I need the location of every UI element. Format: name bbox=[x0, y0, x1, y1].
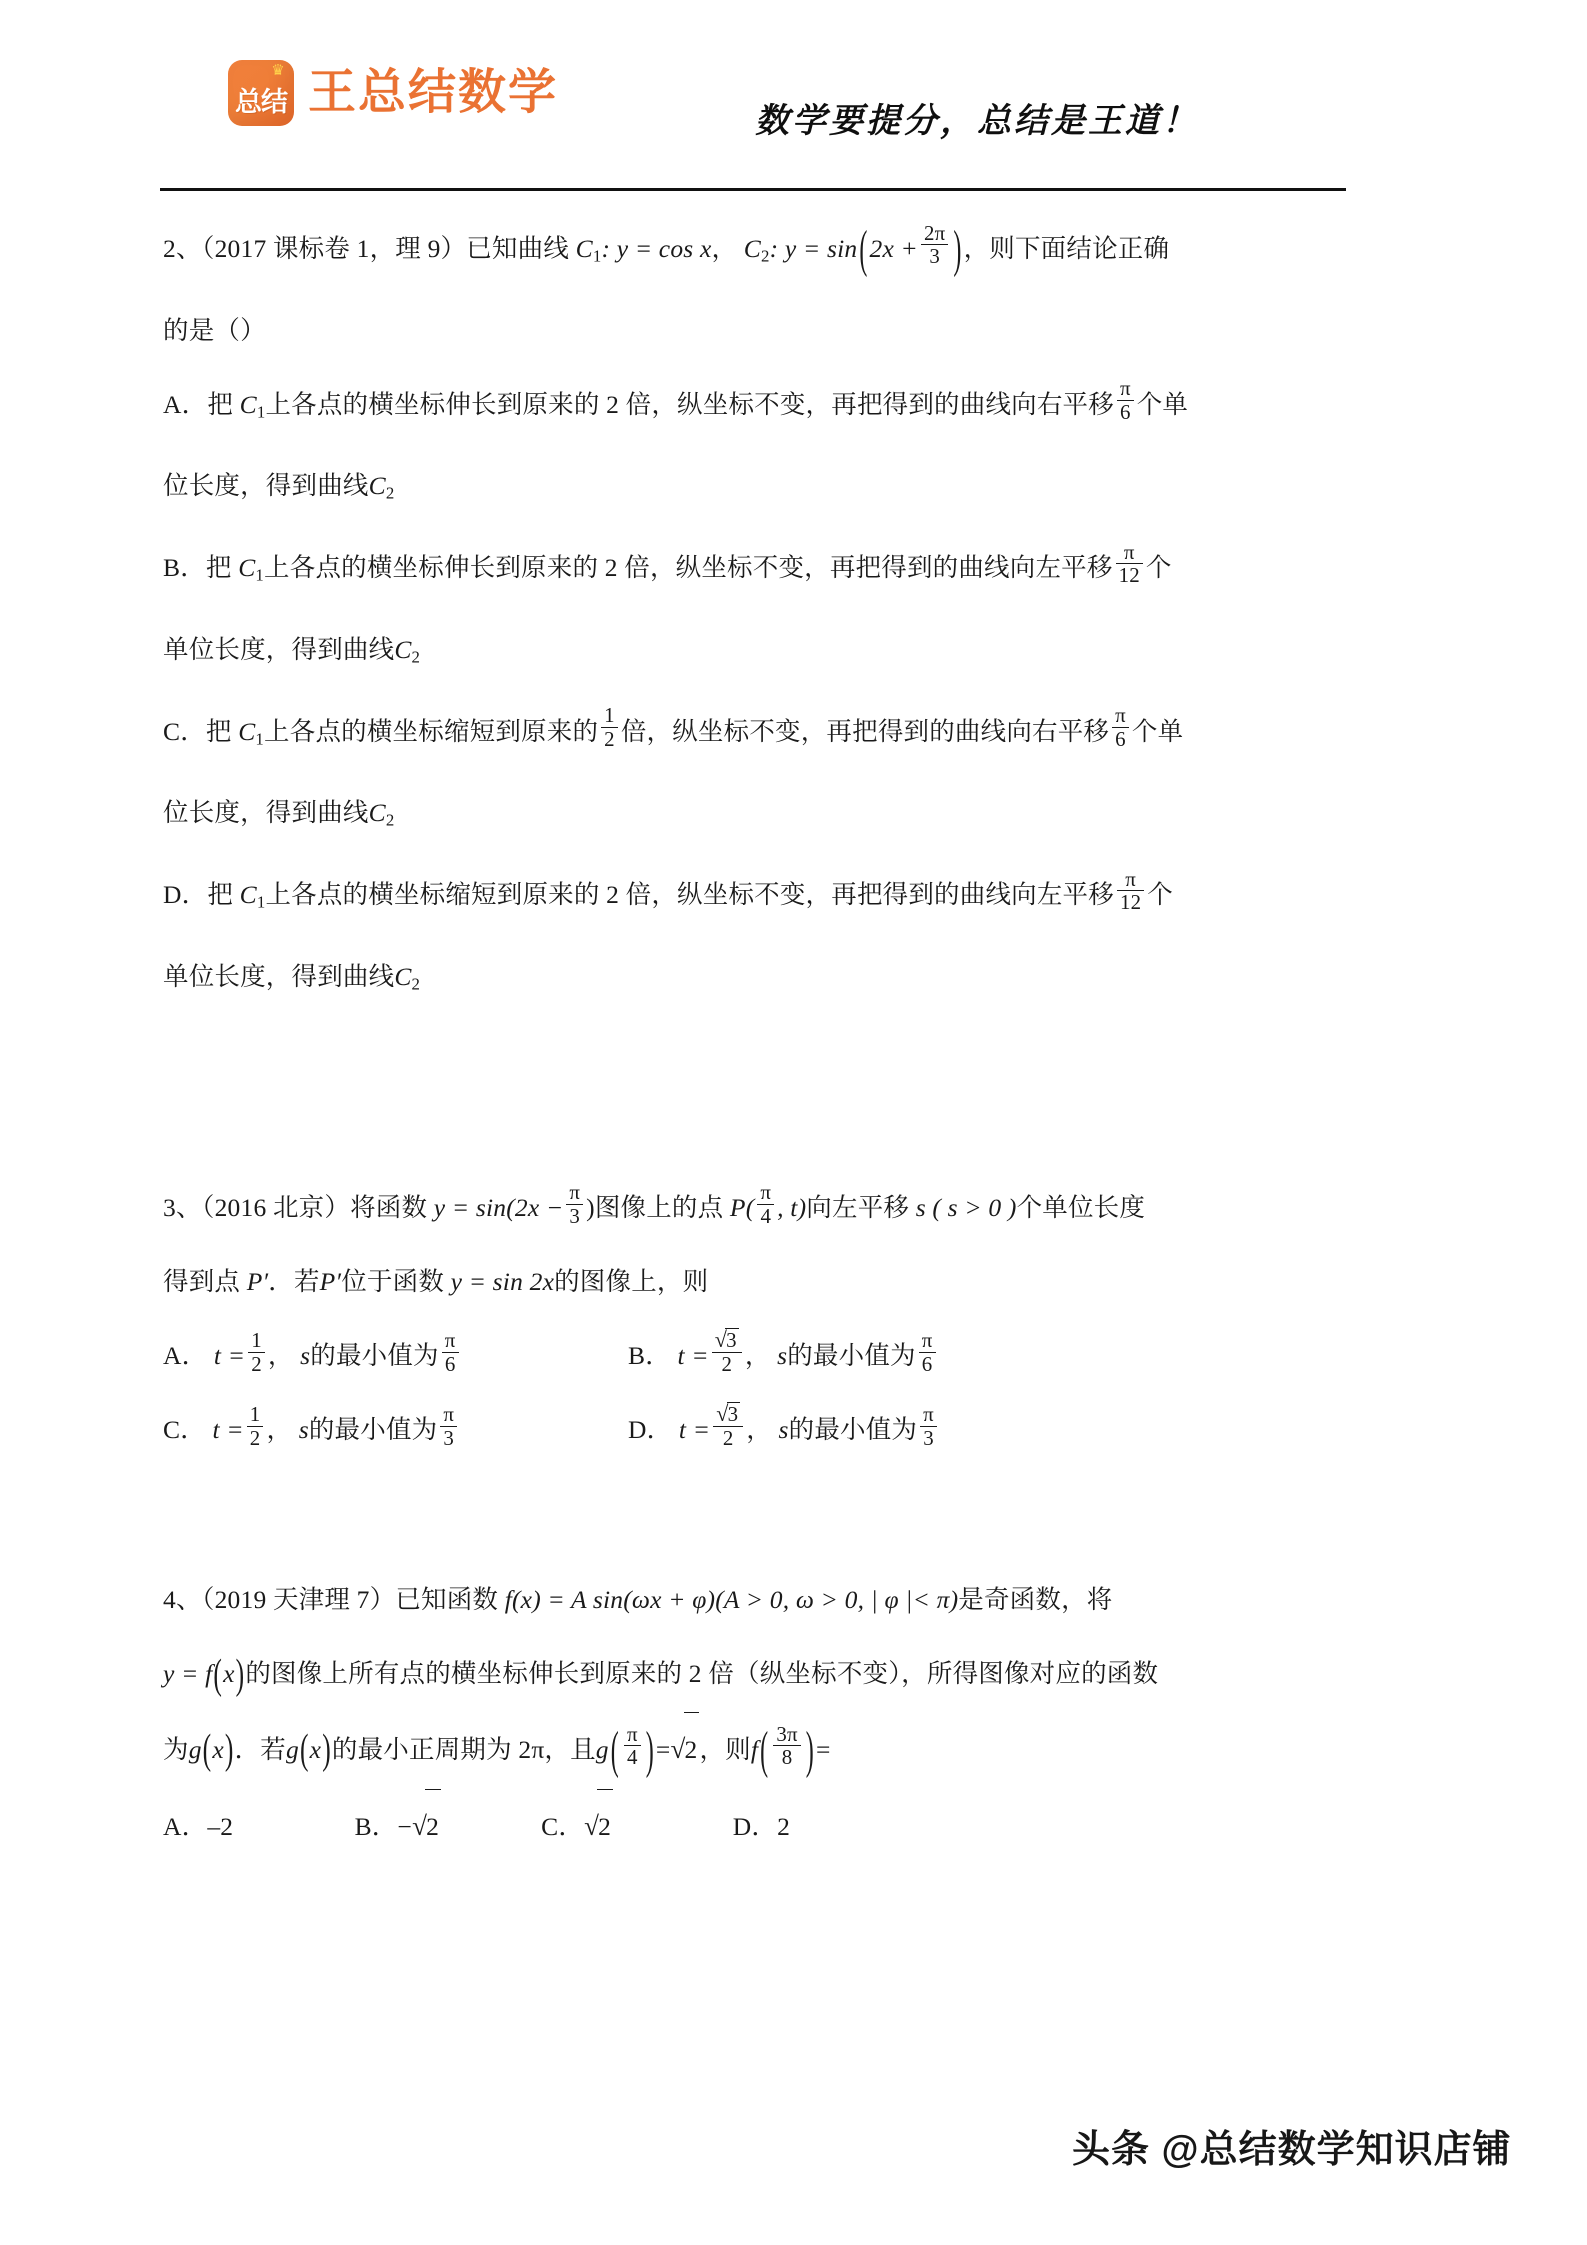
q2-option-a-line2 bbox=[163, 449, 1363, 531]
q3-function-close: ) bbox=[586, 1193, 595, 1223]
q3-point-p-prime: P′ bbox=[246, 1267, 269, 1297]
q3-option-d-t-fraction: $\frac{√3}{2}$ bbox=[713, 1402, 743, 1450]
q4-line3-b: ．若 bbox=[234, 1734, 286, 1764]
q2-option-d-text-a: 把 bbox=[207, 879, 234, 909]
q3-option-d-tail: 的最小值为 bbox=[788, 1415, 918, 1445]
q2-option-c-text-b1: 上各点的横坐标缩短到原来的 bbox=[264, 716, 599, 746]
q4-line2-paren-close: ) bbox=[235, 1650, 245, 1698]
q2-inner-pre: 2x + bbox=[869, 234, 918, 263]
q2-curve2-label: C bbox=[743, 234, 761, 263]
q3-option-b-tail: 的最小值为 bbox=[787, 1341, 916, 1371]
q3-option-b-s-fraction: $\frac{\pi}{6}$ bbox=[919, 1329, 936, 1375]
q4-option-d-letter: D． bbox=[732, 1812, 778, 1842]
q3-option-c-letter: C． bbox=[163, 1415, 206, 1445]
question-list bbox=[163, 212, 1363, 1864]
q2-option-d-line2-text: 单位长度，得到曲线 bbox=[163, 961, 395, 991]
q2-option-c-ratio-fraction: $\frac{1}{2}$ bbox=[601, 704, 618, 750]
q2-option-d-letter: D． bbox=[163, 879, 208, 909]
question-3 bbox=[163, 1171, 1363, 1467]
q3-stem-b: 图像上的点 bbox=[594, 1193, 724, 1223]
q2-option-c-shift-fraction: $\frac{\pi}{6}$ bbox=[1112, 704, 1129, 750]
q4-f-paren-close: ) bbox=[805, 1724, 814, 1780]
q2-curve1-body: : y = cos x bbox=[601, 234, 712, 263]
q3-option-d-letter: D． bbox=[628, 1415, 673, 1445]
q2-option-a-line2-curve: C bbox=[368, 471, 386, 501]
q2-option-b-line2-text: 单位长度，得到曲线 bbox=[163, 634, 395, 664]
q4-g1-paren-open: ( bbox=[202, 1725, 212, 1774]
q2-curve2-sub: 2 bbox=[761, 246, 770, 266]
q3-option-a-comma: ， bbox=[267, 1341, 294, 1371]
q2-stem-line2: 的是（） bbox=[163, 315, 266, 345]
sqrt-icon: √3 bbox=[714, 1326, 737, 1352]
q2-option-a-text-c: 个单 bbox=[1136, 389, 1189, 419]
q2-option-b-line1 bbox=[163, 531, 1363, 613]
q3-option-b bbox=[628, 1319, 1093, 1393]
q2-option-a-text-b: 上各点的横坐标伸长到原来的 2 倍，纵坐标不变，再把得到的曲线向右平移 bbox=[265, 389, 1114, 419]
q3-option-d-s-fraction: $\frac{\pi}{3}$ bbox=[920, 1403, 937, 1449]
q3-option-d bbox=[628, 1393, 1093, 1467]
q4-option-a-letter: A． bbox=[163, 1812, 208, 1842]
page-header bbox=[160, 52, 1350, 162]
q3-stem-line2 bbox=[163, 1245, 1363, 1319]
q3-option-a-svar: s bbox=[300, 1341, 311, 1371]
q2-option-a-shift-fraction: $\frac{\pi}{6}$ bbox=[1117, 377, 1134, 423]
q4-stem-line1 bbox=[163, 1563, 1363, 1637]
q2-option-d-curve: C bbox=[239, 879, 257, 909]
q2-comma-1: ， bbox=[711, 234, 738, 263]
q3-stem-line1 bbox=[163, 1171, 1363, 1245]
q3-source: （2016 北京） bbox=[201, 1193, 351, 1223]
q3-option-a-t-fraction: $\frac{1}{2}$ bbox=[248, 1329, 265, 1375]
q2-option-b-text-a: 把 bbox=[205, 553, 232, 583]
q4-equals-2: = bbox=[815, 1734, 831, 1764]
q3-option-a-var: t = bbox=[213, 1341, 246, 1371]
q3-line2-c: 位于函数 bbox=[341, 1267, 445, 1297]
q2-option-b-text-c: 个 bbox=[1145, 553, 1172, 583]
q3-option-b-t-fraction: $\frac{√3}{2}$ bbox=[712, 1328, 742, 1376]
q4-f-paren-open: ( bbox=[760, 1724, 769, 1780]
q4-line3-a: 为 bbox=[163, 1734, 189, 1764]
q2-option-a-curve: C bbox=[239, 389, 257, 419]
q3-option-b-comma: ， bbox=[744, 1341, 771, 1371]
q4-g2-paren-open: ( bbox=[299, 1725, 309, 1774]
question-4 bbox=[163, 1563, 1363, 1864]
q3-option-d-comma: ， bbox=[746, 1415, 772, 1445]
q2-option-d-line2-curve: C bbox=[394, 961, 412, 991]
q4-line2-arg: x bbox=[223, 1659, 235, 1689]
q3-option-c bbox=[163, 1393, 628, 1467]
q2-source: （2017 课标卷 1，理 9） bbox=[201, 234, 467, 263]
q2-option-d-line1 bbox=[163, 858, 1363, 940]
q2-option-c-text-c: 个单 bbox=[1131, 716, 1184, 746]
q4-function: f(x) = A sin(ωx + φ)(A > 0, ω > 0, | φ |< π) bbox=[504, 1585, 959, 1615]
q3-option-d-var: t = bbox=[678, 1415, 711, 1445]
q3-point-t: , t) bbox=[777, 1193, 807, 1223]
sqrt-icon: √2 bbox=[584, 1789, 613, 1864]
q2-option-c-text-b2: 倍，纵坐标不变，再把得到的曲线向右平移 bbox=[620, 716, 1110, 746]
q2-option-c-curve: C bbox=[238, 716, 256, 746]
q3-stem-d: 个单位长度 bbox=[1016, 1193, 1146, 1223]
q3-option-c-s-fraction: $\frac{\pi}{3}$ bbox=[440, 1403, 457, 1449]
brand-logo-icon bbox=[228, 60, 294, 126]
q4-g-label-1: g bbox=[188, 1734, 202, 1764]
q3-option-c-t-fraction: $\frac{1}{2}$ bbox=[247, 1403, 264, 1449]
q3-function: y = sin(2x − bbox=[433, 1193, 564, 1223]
q4-stem-a: 已知函数 bbox=[395, 1585, 499, 1615]
q2-option-b-line2-curve: C bbox=[394, 634, 412, 664]
q2-option-c-line2-text: 位长度，得到曲线 bbox=[163, 798, 369, 828]
q3-option-c-comma: ， bbox=[266, 1415, 293, 1445]
sqrt-icon: √2 bbox=[412, 1789, 441, 1864]
q4-g-label-3: g bbox=[595, 1734, 609, 1764]
brand-lockup bbox=[228, 60, 558, 126]
q4-line2-function: y = f bbox=[163, 1659, 213, 1689]
q3-number: 3、 bbox=[163, 1193, 202, 1223]
logo-mark-text: 总结 bbox=[235, 87, 287, 117]
q4-g-argument-fraction: $\frac{\pi}{4}$ bbox=[624, 1723, 641, 1769]
brand-name: 王总结数学 bbox=[308, 66, 559, 119]
q3-line2-d: 的图像上，则 bbox=[554, 1267, 709, 1297]
footer-watermark: 头条 @总结数学知识店铺 bbox=[1072, 2129, 1512, 2171]
q3-options-row-1 bbox=[163, 1319, 1363, 1393]
q4-number: 4、 bbox=[163, 1585, 202, 1615]
q2-option-d-text-c: 个 bbox=[1147, 879, 1173, 909]
q4-g1-arg: x bbox=[212, 1734, 224, 1764]
q4-g3-paren-open: ( bbox=[610, 1724, 619, 1780]
q2-option-d-line2 bbox=[163, 940, 1363, 1022]
q3-option-b-letter: B． bbox=[628, 1341, 671, 1371]
q4-line3-d: ，则 bbox=[699, 1734, 751, 1764]
q2-option-c-curve-sub: 1 bbox=[255, 729, 265, 749]
q4-option-b-sign: − bbox=[397, 1812, 413, 1842]
q2-option-c-line2-curve: C bbox=[368, 798, 386, 828]
q2-option-b-shift-fraction: $\frac{\pi}{12}$ bbox=[1116, 541, 1143, 587]
q3-point-p: P( bbox=[729, 1193, 755, 1223]
sqrt-icon: √3 bbox=[716, 1400, 739, 1426]
q4-option-d-value: 2 bbox=[777, 1812, 791, 1842]
spacer-after-q2 bbox=[163, 1021, 1363, 1171]
q2-option-c-line2-sub: 2 bbox=[385, 810, 395, 830]
q2-curve2-body: : y = sin bbox=[769, 234, 858, 263]
q2-paren-open: ( bbox=[859, 223, 868, 280]
q3-option-c-tail: 的最小值为 bbox=[308, 1415, 438, 1445]
sqrt-icon: √2 bbox=[670, 1712, 699, 1787]
q4-line2-text: 的图像上所有点的横坐标伸长到原来的 2 倍（纵坐标不变），所得图像对应的函数 bbox=[245, 1659, 1159, 1689]
q3-option-a-s-fraction: $\frac{\pi}{6}$ bbox=[442, 1329, 459, 1375]
q2-stem-line1 bbox=[163, 212, 1363, 294]
q3-shift-s: s ( s > 0 ) bbox=[915, 1193, 1017, 1223]
q4-stem-b: 是奇函数，将 bbox=[958, 1585, 1113, 1615]
q4-g3-paren-close: ) bbox=[645, 1724, 654, 1780]
q2-option-a-text-a: 把 bbox=[207, 389, 234, 419]
q3-line2-b: ．若 bbox=[268, 1267, 320, 1297]
q3-phase-fraction: $\frac{\pi}{3}$ bbox=[566, 1181, 583, 1227]
q4-line3-c: 的最小正周期为 2π，且 bbox=[331, 1734, 596, 1764]
q2-option-a-line1 bbox=[163, 368, 1363, 450]
spacer-after-q3 bbox=[163, 1467, 1363, 1563]
q3-point-p-prime-2: P′ bbox=[319, 1267, 342, 1297]
q2-option-b-line2-sub: 2 bbox=[411, 647, 421, 667]
crown-icon: ♛ bbox=[271, 63, 285, 79]
q4-g2-paren-close: ) bbox=[322, 1725, 331, 1774]
q2-option-b-letter: B． bbox=[163, 553, 206, 583]
q3-point-x-fraction: $\frac{\pi}{4}$ bbox=[757, 1181, 774, 1227]
q4-option-b bbox=[355, 1789, 535, 1864]
q2-stem-post: ，则下面结论正确 bbox=[963, 234, 1170, 263]
q3-option-c-svar: s bbox=[298, 1415, 309, 1445]
q2-option-c-line2 bbox=[163, 776, 1363, 858]
q4-option-a bbox=[163, 1790, 348, 1864]
q4-g2-arg: x bbox=[309, 1734, 322, 1764]
q2-option-a-curve-sub: 1 bbox=[256, 402, 266, 422]
q3-option-b-var: t = bbox=[677, 1341, 709, 1371]
q2-curve1-label: C bbox=[575, 234, 593, 263]
q2-option-b-curve-sub: 1 bbox=[255, 565, 265, 585]
q4-g-label-2: g bbox=[286, 1734, 299, 1764]
q2-option-a-letter: A． bbox=[163, 389, 208, 419]
q2-option-c-text-a: 把 bbox=[205, 716, 232, 746]
q3-stem-a: 将函数 bbox=[350, 1193, 428, 1223]
q2-option-a-line2-sub: 2 bbox=[385, 484, 395, 504]
q2-option-b-text-b: 上各点的横坐标伸长到原来的 2 倍，纵坐标不变，再把得到的曲线向左平移 bbox=[264, 553, 1113, 583]
q2-option-d-curve-sub: 1 bbox=[256, 892, 266, 912]
q3-option-d-svar: s bbox=[778, 1415, 789, 1445]
q4-option-b-letter: B． bbox=[354, 1812, 398, 1842]
q3-option-a-letter: A． bbox=[163, 1341, 208, 1371]
q2-option-b-curve: C bbox=[238, 553, 256, 583]
q3-option-b-svar: s bbox=[777, 1341, 788, 1371]
q2-paren-close: ) bbox=[953, 223, 962, 280]
question-2 bbox=[163, 212, 1363, 1021]
q3-stem-c: 向左平移 bbox=[806, 1193, 910, 1223]
q3-options-row-2 bbox=[163, 1393, 1363, 1467]
q4-f-label: f bbox=[750, 1734, 759, 1764]
q4-option-c-letter: C． bbox=[541, 1812, 585, 1842]
q3-option-a bbox=[163, 1319, 628, 1393]
q2-phase-fraction: $\frac{2\pi}{3}$ bbox=[921, 222, 948, 268]
q2-option-d-shift-fraction: $\frac{\pi}{12}$ bbox=[1117, 868, 1144, 914]
q4-source: （2019 天津理 7） bbox=[201, 1585, 396, 1615]
brand-tagline: 数学要提分，总结是王道！ bbox=[755, 103, 1199, 140]
header-divider bbox=[160, 188, 1346, 191]
q2-option-a-line2-text: 位长度，得到曲线 bbox=[163, 471, 369, 501]
q4-f-argument-fraction: $\frac{3\pi}{8}$ bbox=[773, 1723, 800, 1769]
q2-option-c-line1 bbox=[163, 695, 1363, 777]
q2-option-d-line2-sub: 2 bbox=[411, 974, 421, 994]
q3-target-function: y = sin 2x bbox=[450, 1267, 555, 1297]
q2-number: 2、 bbox=[163, 234, 202, 263]
q4-line2-paren-open: ( bbox=[213, 1650, 223, 1698]
q2-option-b-line2 bbox=[163, 613, 1363, 695]
q2-stem-pre: 已知曲线 bbox=[466, 234, 570, 263]
q3-option-c-var: t = bbox=[212, 1415, 244, 1445]
q3-option-a-tail: 的最小值为 bbox=[310, 1341, 439, 1371]
q4-option-a-value: –2 bbox=[207, 1812, 234, 1842]
q4-g1-paren-close: ) bbox=[224, 1725, 234, 1774]
q4-stem-line3 bbox=[163, 1712, 1363, 1789]
q2-curve1-sub: 1 bbox=[592, 246, 602, 266]
q4-equals-1: = bbox=[655, 1734, 671, 1764]
q4-option-c bbox=[541, 1789, 726, 1864]
q2-option-d-text-b: 上各点的横坐标缩短到原来的 2 倍，纵坐标不变，再把得到的曲线向左平移 bbox=[265, 879, 1114, 909]
q3-line2-a: 得到点 bbox=[163, 1267, 241, 1297]
q2-option-c-letter: C． bbox=[163, 716, 206, 746]
